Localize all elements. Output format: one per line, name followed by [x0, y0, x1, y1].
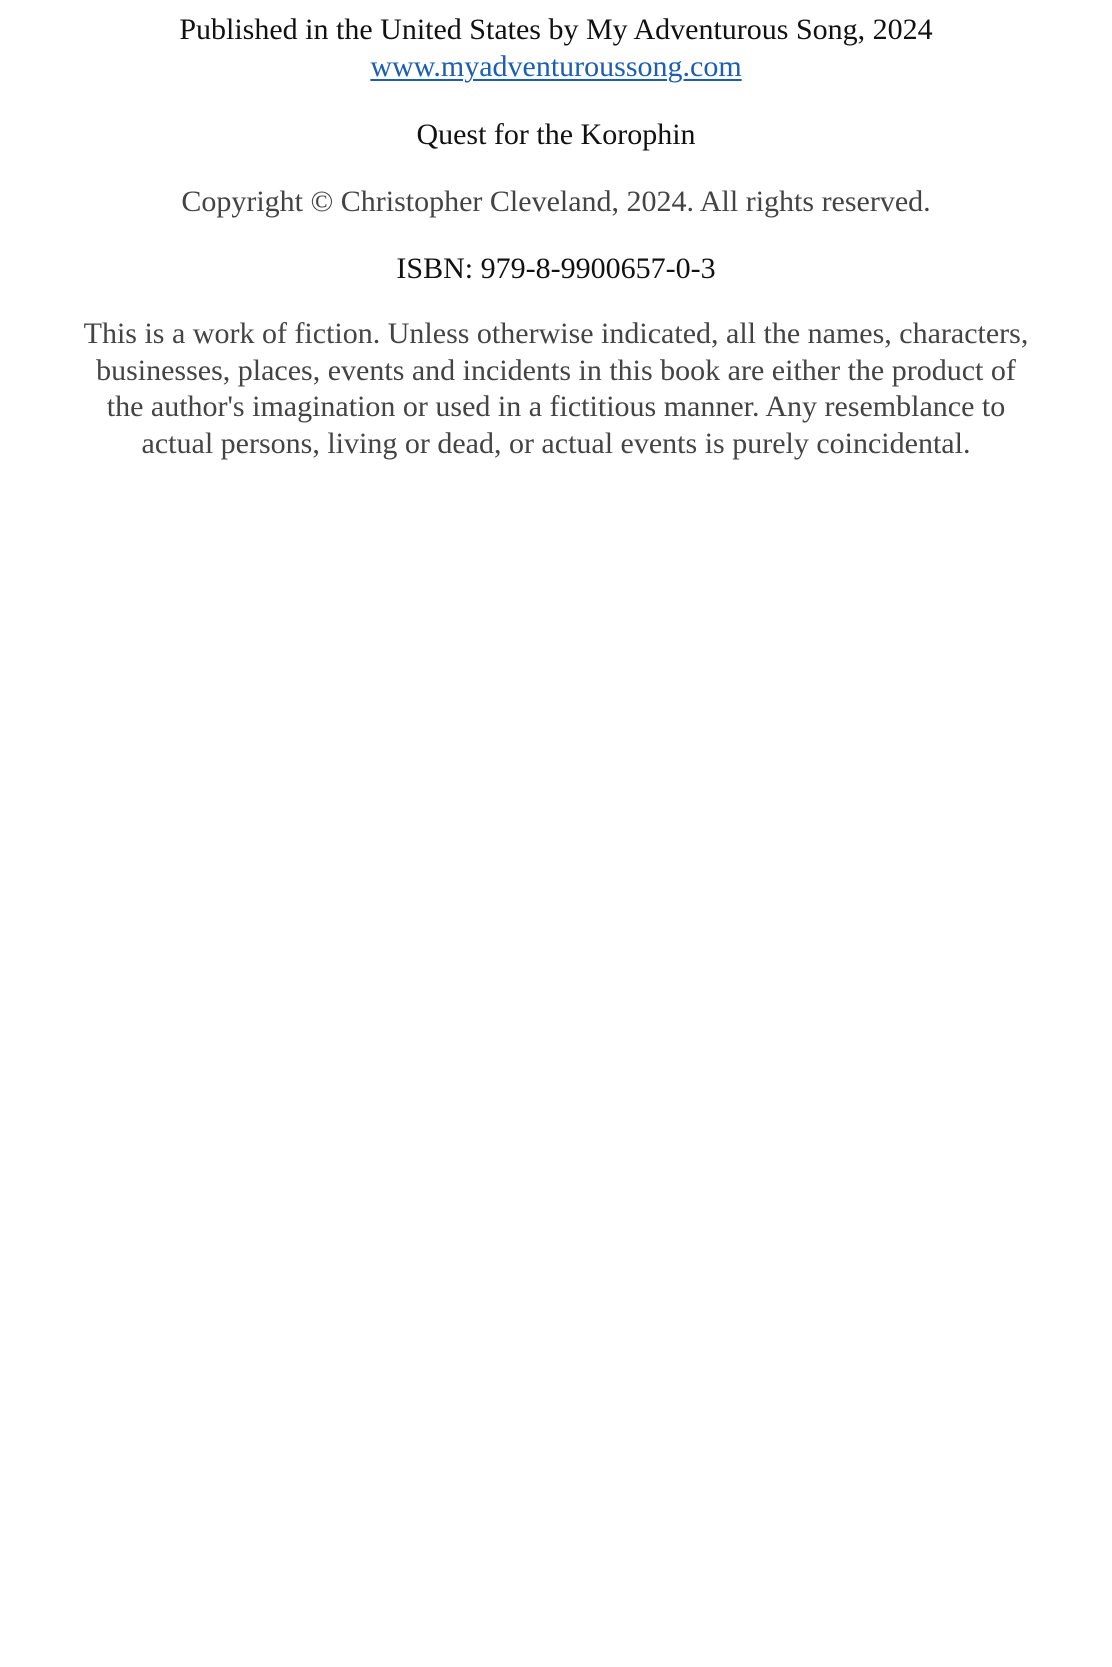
publisher-website-link[interactable]: www.myadventuroussong.com: [370, 50, 742, 83]
publisher-url-row: [0, 49, 1112, 85]
disclaimer-line: actual persons, living or dead, or actual events is purely coincidental.: [141, 426, 971, 460]
fiction-disclaimer: [0, 316, 1112, 462]
isbn: ISBN: 979-8-9900657-0-3: [396, 252, 716, 285]
disclaimer-line: businesses, places, events and incidents in this book are either the product of: [96, 353, 1016, 387]
disclaimer-line: the author's imagination or used in a fictitious manner. Any resemblance to: [106, 390, 1006, 423]
copyright-notice: Copyright © Christopher Cleveland, 2024. All rights reserved.: [181, 185, 931, 218]
publisher-line: Published in the United States by My Adventurous Song, 2024: [179, 13, 933, 46]
disclaimer-line: This is a work of fiction. Unless otherwise indicated, all the names, characters,: [83, 317, 1029, 350]
book-title: Quest for the Korophin: [416, 118, 696, 151]
